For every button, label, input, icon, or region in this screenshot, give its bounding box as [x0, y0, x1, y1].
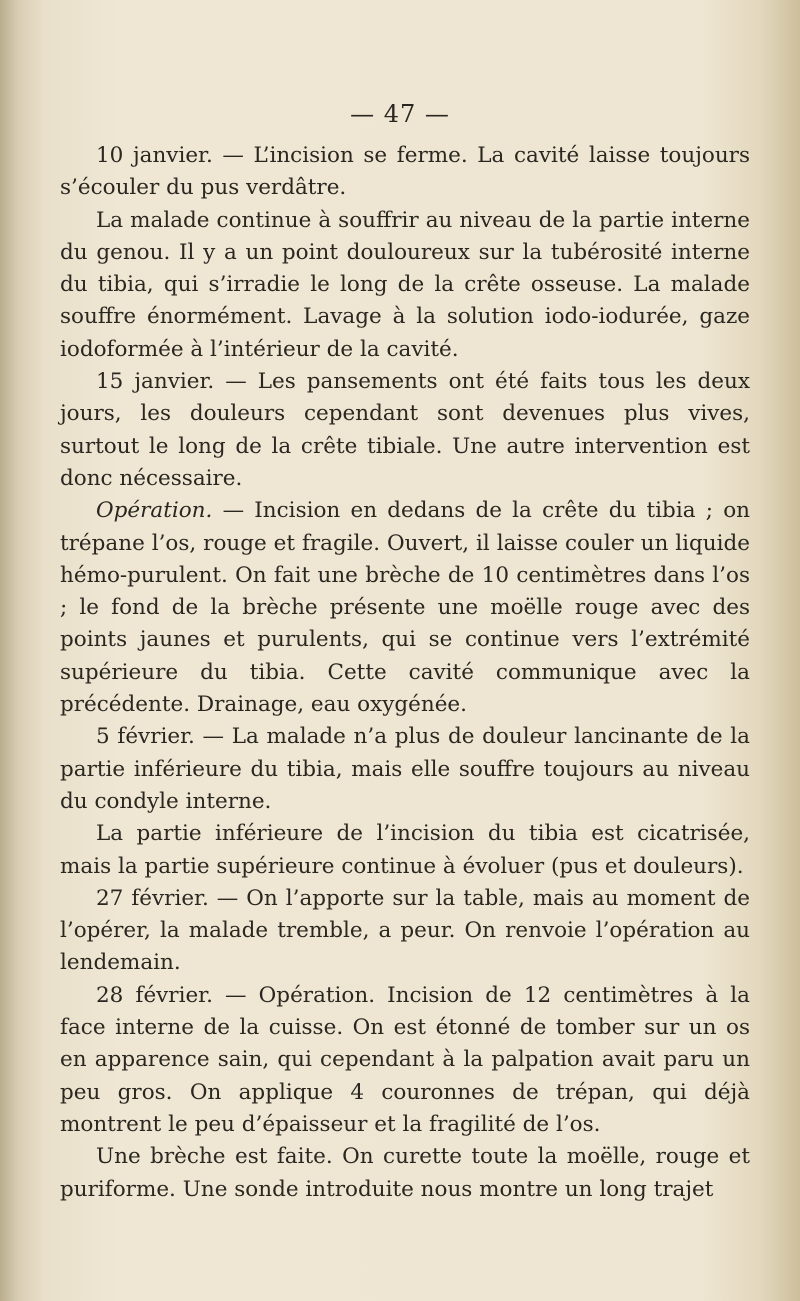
- paragraph-text: — Incision en dedans de la crête du tibia ; on trépane l’os, rouge et fragile. Ouvert, il laisse couler un liquide hémo-purulent. On fait une brèche de 10 centimètres dans l’os ; le fond de la brèche présente une moëlle rouge avec des points jaunes et purulents, qui se continue vers l’extrémité supérieure du tibia. Cette cavité communique avec la précédente. Drainage, eau oxygénée.: [60, 498, 750, 718]
- paragraph: [60, 721, 750, 818]
- page-number: — 47 —: [350, 100, 450, 128]
- paragraph-text: La partie inférieure de l’incision du tibia est cicatrisée, mais la partie supérieure continue à évoluer (pus et douleurs).: [60, 821, 750, 879]
- paragraph: [60, 366, 750, 495]
- paragraph-text: Une brèche est faite. On curette toute la moëlle, rouge et puriforme. Une sonde introduite nous montre un long trajet: [60, 1144, 750, 1202]
- paragraph: [60, 1141, 750, 1206]
- paragraph: [60, 140, 750, 205]
- paragraph: [60, 495, 750, 721]
- paragraph-text: 28 février. — Opération. Incision de 12 centimètres à la face interne de la cuisse. On est étonné de tomber sur un os en apparence sain, qui cependant à la palpation avait paru un peu gros. On applique 4 couronnes de trépan, qui déjà montrent le peu d’épaisseur et la fragilité de l’os.: [60, 982, 750, 1137]
- paragraph: [60, 883, 750, 980]
- paragraph-text: 15 janvier. — Les pansements ont été faits tous les deux jours, les douleurs cependant sont devenues plus vives, surtout le long de la crête tibiale. Une autre intervention est donc nécessaire.: [60, 369, 750, 491]
- paragraph-text: 5 février. — La malade n’a plus de douleur lancinante de la partie inférieure du tibia, mais elle souffre toujours au niveau du condyle interne.: [60, 724, 750, 814]
- paragraph-text: 10 janvier. — L’incision se ferme. La cavité laisse toujours s’écouler du pus verdâtre.: [60, 143, 750, 201]
- paragraph: [60, 818, 750, 883]
- body-text: [60, 140, 750, 1206]
- paragraph-text: 27 février. — On l’apporte sur la table, mais au moment de l’opérer, la malade tremble, a peur. On renvoie l’opération au lendemain.: [60, 885, 750, 976]
- paragraph: [60, 980, 750, 1141]
- paragraph-lead: Opération.: [96, 498, 213, 524]
- paragraph: [60, 205, 750, 366]
- paragraph-text: La malade continue à souffrir au niveau de la partie interne du genou. Il y a un point douloureux sur la tubérosité interne du tibia, qui s’irradie le long de la crête osseuse. La malade souffre énormément. Lavage à la solution iodo-iodurée, gaze iodoformée à l’intérieur de la cavité.: [60, 207, 750, 362]
